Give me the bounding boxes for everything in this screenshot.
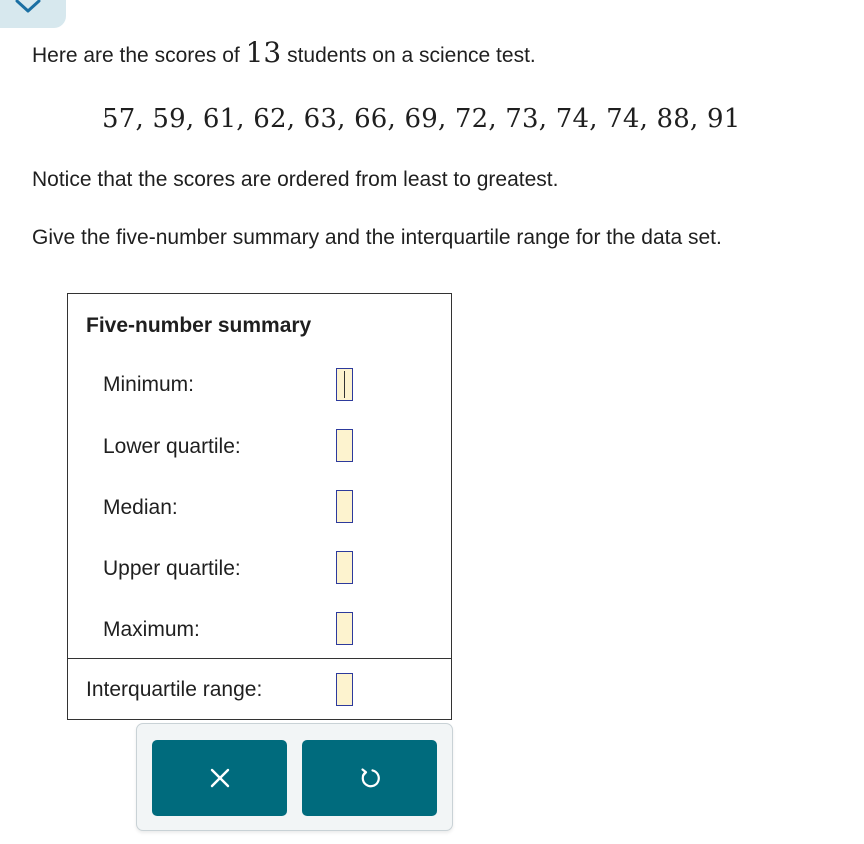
iqr-label: Interquartile range: <box>86 678 263 701</box>
lower-quartile-input[interactable] <box>336 429 353 462</box>
lower-quartile-label: Lower quartile: <box>103 435 241 458</box>
median-input[interactable] <box>336 490 353 523</box>
text-cursor <box>344 371 345 398</box>
median-label: Median: <box>103 496 178 519</box>
divider <box>68 658 451 659</box>
undo-icon <box>358 766 382 790</box>
instruction-text: Give the five-number summary and the interquartile range for the data set. <box>32 226 722 249</box>
maximum-label: Maximum: <box>103 618 200 641</box>
minimum-label: Minimum: <box>103 373 195 396</box>
upper-quartile-input[interactable] <box>336 551 353 584</box>
iqr-input[interactable] <box>336 673 353 706</box>
question-intro: Here are the scores of 13 students on a science test. <box>32 36 536 69</box>
notice-text: Notice that the scores are ordered from least to greatest. <box>32 168 559 191</box>
clear-button[interactable] <box>152 740 287 816</box>
chevron-down-icon <box>14 0 42 14</box>
button-panel <box>136 723 453 831</box>
summary-title: Five-number summary <box>86 314 312 337</box>
collapse-tab[interactable] <box>0 0 66 28</box>
student-count: 13 <box>245 36 282 69</box>
scores-list: 57, 59, 61, 62, 63, 66, 69, 72, 73, 74, 74, 88, 91 <box>102 104 741 134</box>
minimum-input[interactable] <box>336 368 353 401</box>
undo-button[interactable] <box>302 740 437 816</box>
maximum-input[interactable] <box>336 612 353 645</box>
answer-box <box>67 293 452 720</box>
upper-quartile-label: Upper quartile: <box>103 557 241 580</box>
x-icon <box>209 767 231 789</box>
